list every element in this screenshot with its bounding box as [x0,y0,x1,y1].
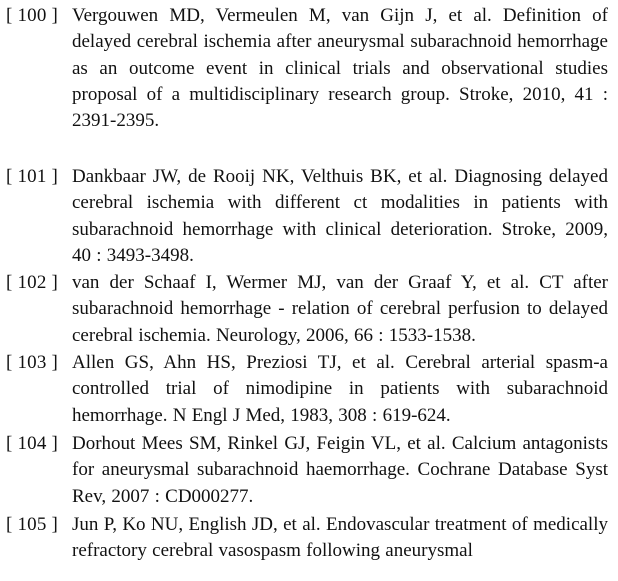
reference-number: [ 105 ] [6,514,59,535]
reference-number: [ 104 ] [6,433,59,454]
reference-number: [ 101 ] [6,166,59,187]
reference-text: Dankbaar JW, de Rooij NK, Velthuis BK, et al. Diagnosing delayed cerebral ischemia with different ct modalities in patients with subarachnoid hemorrhage with clinical deterioration. Stroke, 2009, 40 : 3493-3498. [72,166,608,266]
reference-number: [ 103 ] [6,352,59,373]
reference-text: van der Schaaf I, Wermer MJ, van der Graaf Y, et al. CT after subarachnoid hemorrhage - relation of cerebral perfusion to delayed cerebral ischemia. Neurology, 2006, 66 : 1533-1538. [72,272,608,346]
reference-number: [ 102 ] [6,272,59,293]
reference-number: [ 100 ] [6,5,59,26]
reference-text: Vergouwen MD, Vermeulen M, van Gijn J, et al. Definition of delayed cerebral ischemia after aneurysmal subarachnoid hemorrhage as an outcome event in clinical trials and observational studies proposal of a multidisciplinary research group. Stroke, 2010, 41 : 2391-2395. [72,5,608,132]
reference-text: Allen GS, Ahn HS, Preziosi TJ, et al. Cerebral arterial spasm-a controlled trial of nimodipine in patients with subarachnoid hemorrhage. N Engl J Med, 1983, 308 : 619-624. [72,352,608,426]
reference-text: Dorhout Mees SM, Rinkel GJ, Feigin VL, et al. Calcium antagonists for aneurysmal subarachnoid haemorrhage. Cochrane Database Syst Rev, 2007 : CD000277. [72,433,608,507]
reference-text: Jun P, Ko NU, English JD, et al. Endovascular treatment of medically refractory cerebral vasospasm following aneurysmal [72,514,608,562]
